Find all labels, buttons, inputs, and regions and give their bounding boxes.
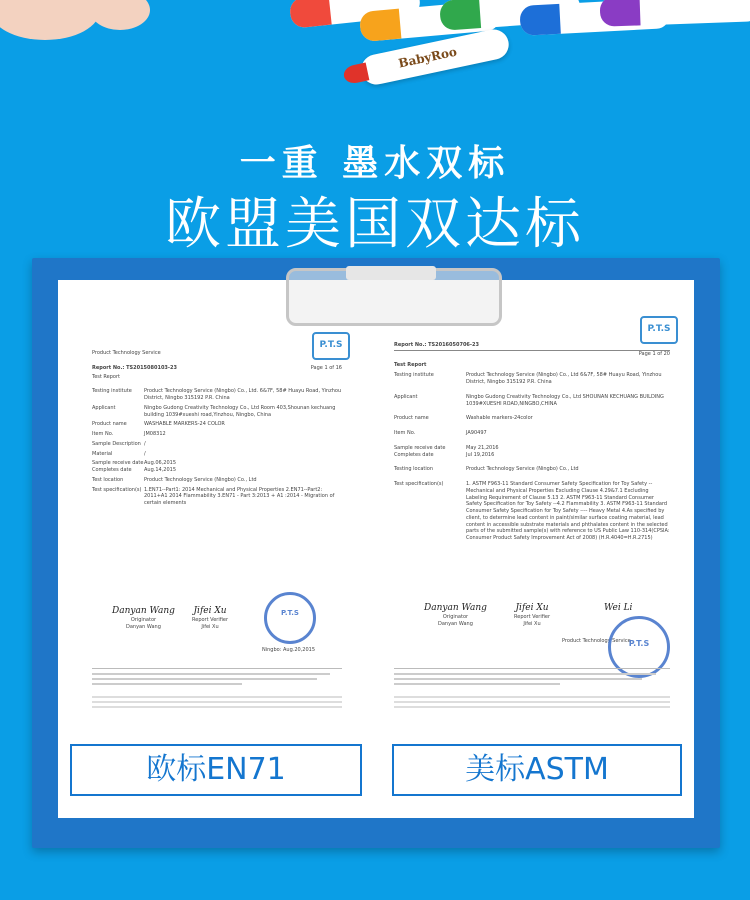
field-value: / <box>144 450 146 457</box>
field-label: Product name <box>92 421 127 428</box>
field-value: 1.EN71--Part1: 2014 Mechanical and Physical Properties 2.EN71--Part2: 2011+A1 2014 Flammability 3.EN71 - Part 3:2013 + A1 :2014 - Migration of certain elements <box>144 486 335 506</box>
signature-name: Jifei Xu <box>201 623 219 630</box>
en71-test-report <box>92 320 342 720</box>
headline-eu-us-compliant: 欧盟美国双达标 <box>165 192 585 257</box>
report-fields <box>394 372 670 542</box>
field-label: Test specification(s) <box>394 481 444 487</box>
field-value: Aug.14,2015 <box>144 467 177 473</box>
label-astm: 美标ASTM <box>392 744 682 796</box>
signature-scribble: Jifei Xu <box>515 603 549 613</box>
fine-print <box>394 668 670 689</box>
report-section: Test Report <box>92 373 121 380</box>
field-row <box>394 372 670 386</box>
field-label: Applicant <box>92 404 116 411</box>
marker-tip <box>342 63 369 86</box>
field-row <box>92 467 342 474</box>
field-label: Sample Description <box>92 440 141 447</box>
page-number: Page 1 of 16 <box>310 364 342 371</box>
field-label: Item No. <box>92 431 114 437</box>
signature-name: Danyan Wang <box>437 620 473 627</box>
issue-date: Ningbo: Aug.20,2015 <box>262 647 316 653</box>
field-label: Test location <box>92 476 124 483</box>
bottom-strip <box>0 880 750 900</box>
signature-scribble: Danyan Wang <box>112 606 175 616</box>
field-label: Applicant <box>394 393 418 400</box>
signature-role: Originator <box>130 617 157 624</box>
field-value: 1. ASTM F963-11 Standard Consumer Safety Specification for Toy Safety --Mechanical and Physical Properties Excluding Clause 4.29&7.1 Excluding Labeling Requirement of Clause 5.13 2. ASTM F963-11 Standard Consumer Safety Specification for Toy Safety --4.2 Flammability 3. ASTM F963-11 Standard Consumer Safety Specification for Toy Safety ---- Heavy Metal 4.As specified by client, to determine lead content in paint/similar surface coating material, lead content in accessible substrate materials and phthalates content in the selected parts of the submitted sample(s) with reference to US Public Law 110-314(CPSIA: Consumer Product Safety Improvement Act of 2008) (H.R.4040=H.R.2715) <box>466 481 670 541</box>
field-row <box>92 431 342 438</box>
signature-scribble: Danyan Wang <box>424 603 487 613</box>
field-label: Material <box>92 450 113 457</box>
field-label: Testing institute <box>394 372 434 379</box>
fine-print <box>92 668 342 689</box>
field-value: Product Technology Service (Ningbo) Co., Ltd. 6&7F, 58# Huayu Road, Yinzhou District, Ningbo 315192 P.R. China <box>144 388 342 401</box>
field-row <box>394 415 670 422</box>
pts-logo: P.T.S <box>312 332 350 360</box>
seal-text: P.T.S <box>281 609 299 617</box>
pts-logo: P.T.S <box>640 316 678 344</box>
field-label: Item No. <box>394 430 416 436</box>
signature-role: Originator <box>442 614 469 621</box>
signature-originator <box>112 605 175 631</box>
field-row <box>394 452 670 459</box>
field-label: Testing institute <box>92 388 132 395</box>
signature-role: Report Verifier <box>514 614 550 621</box>
footer-company: Product Technology Service <box>562 638 631 644</box>
field-value: Ningbo Gudong Creativity Technology Co., Ltd SHOUNAN KECHUANG BUILDING 1039#XUESHI ROAD,NINGBO,CHINA <box>466 393 664 407</box>
report-number: Report No.: TS2016050706-23 <box>394 342 479 348</box>
field-value: Aug.06,2015 <box>144 460 177 467</box>
footer-addresses <box>394 692 670 716</box>
signature-role: Report Verifier <box>192 617 228 624</box>
signature-name: Jifei Xu <box>523 620 541 627</box>
official-seal <box>264 592 316 644</box>
field-value: Ningbo Gudong Creativity Technology Co., Ltd Room 403,Shounan kechuang building 1039#xueshi road,Yinzhou, Ningbo, China <box>144 404 336 418</box>
field-row <box>394 466 670 473</box>
report-fields <box>92 388 342 507</box>
field-row <box>92 405 342 419</box>
field-value: Washable markers-24color <box>466 415 533 422</box>
child-hand <box>0 0 100 40</box>
field-value: Jul 19,2016 <box>466 451 495 458</box>
brand-text: BabyRoo <box>397 44 459 71</box>
field-row <box>394 481 670 542</box>
page-number: Page 1 of 20 <box>638 350 670 357</box>
field-value: Product Technology Service (Ningbo) Co., Ltd <box>466 466 579 473</box>
field-row <box>92 460 342 467</box>
field-label: Sample receive date <box>394 444 446 451</box>
child-finger <box>90 0 150 30</box>
field-value: WASHABLE MARKERS-24 COLOR <box>144 421 225 428</box>
report-number: Report No.: TS2015080103-23 <box>92 364 177 371</box>
report-section: Test Report <box>394 361 427 368</box>
field-row <box>92 487 342 507</box>
field-label: Completes date <box>92 467 132 473</box>
signature-verifier <box>192 605 228 631</box>
footer-addresses <box>92 692 342 716</box>
label-en71: 欧标EN71 <box>70 744 362 796</box>
report-company: Product Technology Service <box>92 350 161 356</box>
clipboard-clip-hinge <box>346 266 436 280</box>
field-row <box>394 445 670 452</box>
field-label: Sample receive date <box>92 460 144 467</box>
signature-verifier <box>514 602 550 628</box>
field-row <box>92 451 342 458</box>
field-label: Testing location <box>394 466 434 473</box>
field-value: Product Technology Service (Ningbo) Co., Ltd 6&7F, 58# Huayu Road, Yinzhou District, Ningbo 315192 P.R. China <box>466 372 662 385</box>
field-row <box>394 430 670 437</box>
field-label: Product name <box>394 415 429 422</box>
astm-test-report <box>394 320 670 720</box>
headline-ink-standard: 一重 墨水双标 <box>239 143 511 184</box>
field-value: JM08312 <box>144 431 166 437</box>
signature-approver: Wei Li <box>604 603 633 613</box>
field-row <box>92 477 342 484</box>
signature-originator <box>424 602 487 628</box>
signature-scribble: Jifei Xu <box>193 606 227 616</box>
field-label: Completes date <box>394 451 434 458</box>
field-label: Test specification(s) <box>92 486 142 493</box>
field-row <box>92 421 342 428</box>
seal-text: P.T.S <box>628 639 650 648</box>
field-row <box>92 441 342 448</box>
field-value: / <box>144 440 146 447</box>
field-value: Product Technology Service (Ningbo) Co., Ltd <box>144 476 257 483</box>
field-row <box>92 388 342 402</box>
hero-photo <box>0 0 750 110</box>
signature-name: Danyan Wang <box>125 623 161 630</box>
marker-pen <box>600 0 750 27</box>
field-value: JA90497 <box>466 430 487 436</box>
field-value: May 21,2016 <box>466 444 499 451</box>
field-row <box>394 394 670 408</box>
